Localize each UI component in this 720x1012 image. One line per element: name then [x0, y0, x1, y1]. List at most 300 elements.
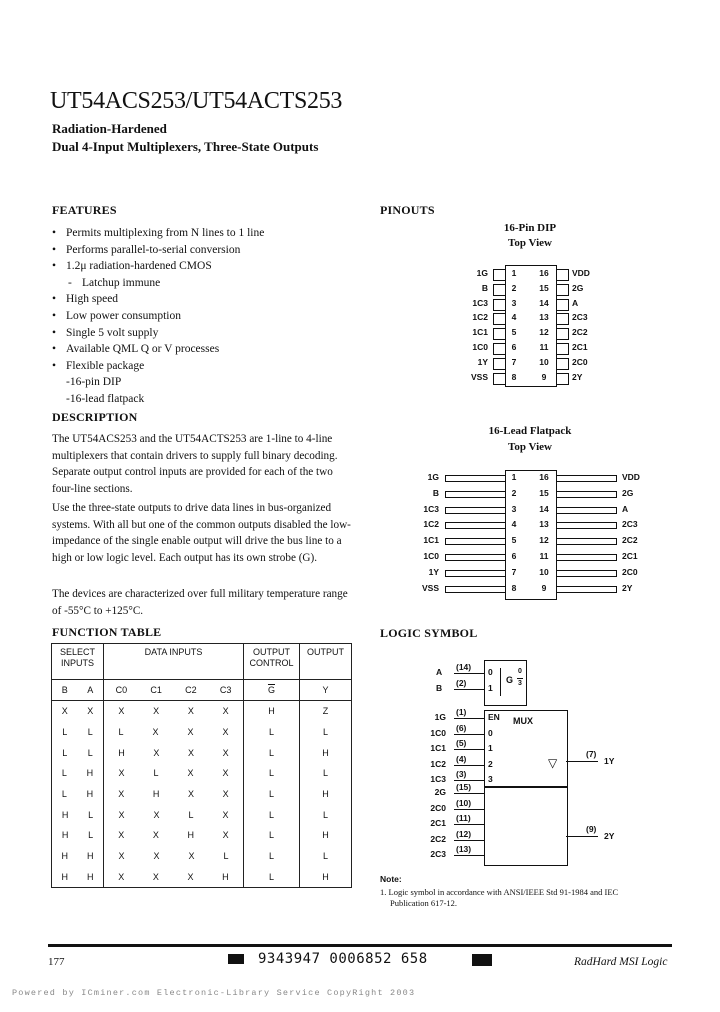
table-cell: L: [62, 727, 68, 737]
pin-number: 12: [539, 535, 549, 546]
mux1-input-label: 1C2: [430, 758, 446, 769]
flatpack-lead-left: [445, 491, 506, 498]
mux2-input-label: 2C0: [430, 802, 446, 813]
features-list: [52, 225, 352, 408]
table-cell-group: [104, 701, 243, 887]
mux2-input-line: [454, 824, 484, 825]
pin-label: B: [481, 282, 488, 293]
pin-number: 2: [511, 487, 517, 498]
pin-label: 2C0: [622, 566, 638, 577]
feature-item: • Flexible package: [52, 358, 352, 375]
mux1-input-line: [454, 765, 484, 766]
table-row: [104, 804, 243, 825]
header-output-control: OUTPUT CONTROL: [244, 644, 300, 680]
pin-label: 1Y: [428, 566, 439, 577]
flatpack-view: Top View: [508, 441, 552, 453]
pin-label: 2C1: [572, 342, 588, 352]
mux-section-2: [484, 786, 568, 866]
table-cell: X: [222, 727, 229, 737]
pin-label: 2C3: [622, 519, 638, 530]
feature-item: • High speed: [52, 291, 352, 308]
pin-number: 6: [511, 551, 517, 561]
table-cell: H: [322, 747, 329, 758]
output-1y-label: 1Y: [604, 756, 615, 766]
table-row: [300, 804, 351, 825]
header-select-inputs: SELECT INPUTS: [52, 644, 104, 680]
pin-number: 1: [511, 268, 517, 278]
logic-symbol-heading: LOGIC SYMBOL: [380, 626, 478, 640]
pin-label: VDD: [572, 268, 590, 278]
dip-pin-right: [556, 373, 569, 385]
table-cell: L: [268, 768, 274, 779]
pin-label: 2G: [572, 282, 584, 293]
pin-label: 1C1: [423, 535, 439, 546]
col-header-c2: C2: [185, 685, 197, 695]
barcode-block-left: [228, 954, 244, 964]
output-2y-line: [566, 836, 598, 837]
dip-pin-left: [493, 269, 506, 281]
pin-number: 4: [511, 312, 517, 323]
table-row: [300, 763, 351, 784]
mux2-input-label: 2C2: [430, 833, 446, 844]
header-data-inputs: DATA INPUTS: [104, 644, 244, 680]
table-cell: L: [268, 727, 274, 737]
table-row: [300, 825, 351, 846]
table-row: [104, 722, 243, 743]
table-cell: X: [118, 706, 125, 717]
select-input-index: 1: [488, 683, 493, 693]
pin-number: 15: [539, 487, 549, 498]
table-row: [244, 701, 299, 722]
pin-number: 9: [541, 582, 547, 593]
table-cell: X: [118, 789, 125, 800]
table-cell: X: [87, 706, 94, 717]
pin-number: 14: [539, 297, 549, 308]
table-cell: L: [88, 809, 94, 820]
table-cell: L: [268, 830, 274, 841]
feature-item: • Single 5 volt supply: [52, 325, 352, 342]
table-row: [300, 701, 351, 722]
col-header-c3: C3: [219, 685, 232, 695]
table-cell: X: [118, 871, 125, 882]
three-state-output-icon: ▽: [548, 756, 558, 770]
pin-label: 1C1: [472, 327, 488, 338]
table-cell: X: [222, 706, 229, 717]
pin-number: 8: [511, 371, 517, 382]
dip-pin-left: [493, 328, 506, 340]
table-cell: X: [188, 747, 195, 758]
table-cell: L: [62, 747, 68, 758]
mux1-input-line: [454, 780, 484, 781]
col-header-y: Y: [322, 685, 329, 695]
flatpack-lead-right: [556, 522, 617, 529]
pin-label: 1C3: [423, 503, 439, 514]
flatpack-lead-left: [445, 538, 506, 545]
pin-label: A: [622, 503, 629, 514]
pin-label: 1C2: [423, 519, 439, 530]
flatpack-lead-right: [556, 475, 617, 482]
dip-pin-right: [556, 284, 569, 296]
table-row: [104, 742, 243, 763]
function-table: [51, 643, 352, 888]
table-cell: L: [322, 768, 328, 779]
description-paragraph-2: Use the three-state outputs to drive data lines in bus-organized systems. With all but one of the common outputs disabled the low-impedance of the single enable output will drive the bus line to a high or low logic level. Each output has its own strobe (G).: [52, 502, 351, 564]
table-row: [104, 763, 243, 784]
mux2-input-pin: (10): [456, 797, 472, 808]
feature-item: • Permits multiplexing from N lines to 1 line: [52, 225, 352, 242]
barcode-block-right: [472, 954, 492, 966]
dip-pin-left: [493, 284, 506, 296]
pin-number: 11: [539, 342, 549, 352]
table-cell: H: [61, 871, 68, 882]
header-output: OUTPUT: [300, 644, 352, 680]
mux1-input-pin: (1): [456, 707, 467, 717]
feature-item: • 1.2μ radiation-hardened CMOS: [52, 258, 352, 275]
table-row: [52, 763, 103, 784]
table-cell: X: [118, 830, 125, 841]
barcode-text: 9343947 0006852 658: [258, 951, 428, 967]
select-input-label: A: [436, 667, 443, 677]
pin-label: VDD: [622, 472, 640, 482]
feature-sub-item: - Latchup immune: [52, 275, 352, 292]
mux2-input-line: [454, 793, 484, 794]
mux1-input-function: 0: [488, 727, 493, 738]
page-number: 177: [48, 956, 65, 968]
pin-number: 8: [511, 582, 517, 593]
data-inputs-column: [104, 701, 244, 888]
flatpack-lead-left: [445, 586, 506, 593]
output-2y-label: 2Y: [604, 831, 615, 841]
flatpack-lead-right: [556, 507, 617, 514]
pin-number: 10: [539, 356, 549, 367]
output-column: [300, 701, 352, 888]
table-cell: L: [268, 747, 274, 758]
pin-label: 2Y: [622, 582, 633, 593]
flatpack-lead-right: [556, 538, 617, 545]
table-row: [104, 846, 243, 867]
table-cell: H: [322, 789, 329, 800]
pin-label: 1C0: [423, 551, 439, 561]
pin-label: 1C3: [472, 297, 488, 308]
table-cell: X: [222, 789, 229, 800]
table-cell: Z: [322, 706, 329, 717]
pin-number: 4: [511, 519, 517, 530]
table-cell: X: [222, 830, 229, 841]
output-control-column: [244, 701, 300, 888]
note-title: Note:: [380, 874, 402, 884]
dip-pin-left: [493, 343, 506, 355]
table-cell: H: [61, 809, 69, 820]
table-row: [244, 825, 299, 846]
pin-label: 2C2: [622, 535, 638, 546]
mux2-input-line: [454, 840, 484, 841]
select-input-pin: (14): [456, 662, 472, 672]
table-row: [300, 846, 351, 867]
col-header-b: B: [61, 685, 68, 695]
pin-number: 7: [511, 566, 517, 577]
footer-rule: [48, 944, 672, 947]
flatpack-lead-right: [556, 570, 617, 577]
mux2-input-label: 2C3: [430, 849, 446, 859]
mux2-input-pin: (15): [456, 782, 472, 792]
table-cell: H: [87, 851, 94, 862]
pin-number: 13: [539, 312, 549, 323]
table-cell: X: [187, 768, 194, 779]
dip-pin-left: [493, 299, 506, 311]
table-cell: X: [188, 789, 195, 800]
mux1-input-pin: (5): [456, 738, 467, 748]
table-cell: X: [187, 727, 194, 737]
output-1y-line: [566, 761, 598, 762]
table-cell: H: [86, 789, 94, 800]
brand-footer: RadHard MSI Logic: [574, 956, 668, 968]
flatpack-lead-right: [556, 491, 617, 498]
pin-label: 2G: [622, 487, 634, 498]
table-row: [244, 763, 299, 784]
table-cell: H: [61, 830, 69, 841]
table-cell: L: [268, 789, 274, 800]
mux2-input-label: 2G: [434, 787, 446, 797]
g-fraction-top: 0: [518, 668, 522, 675]
flatpack-lead-right: [556, 554, 617, 561]
mux1-input-function: EN: [488, 712, 500, 722]
table-cell: X: [222, 768, 229, 779]
mux2-input-pin: (12): [456, 828, 472, 839]
table-cell: L: [118, 727, 124, 737]
table-cell: X: [153, 851, 160, 862]
table-cell: L: [268, 851, 274, 862]
table-cell: X: [118, 851, 125, 862]
table-cell: X: [152, 871, 159, 882]
table-cell: H: [87, 871, 94, 882]
description-paragraph-1: The UT54ACS253 and the UT54ACTS253 are 1-line to 4-line multiplexers that contain drivers to supply full binary decoding. Separate output control inputs are provided for each of the two four-line sections.: [52, 433, 338, 495]
feature-item: • Low power consumption: [52, 308, 352, 325]
note-1: 1. Logic symbol in accordance with ANSI/IEEE Std 91-1984 and IEC: [380, 887, 619, 897]
table-row: [244, 722, 299, 743]
col-header-g: $\overline{G}$: [267, 685, 275, 695]
table-cell: L: [61, 768, 67, 779]
pinouts-heading: PINOUTS: [380, 203, 435, 217]
feature-item: • Performs parallel-to-serial conversion: [52, 242, 352, 259]
table-row: [52, 722, 103, 743]
table-cell: L: [61, 789, 67, 800]
table-cell: L: [153, 768, 159, 779]
table-cell: L: [322, 727, 328, 737]
mux2-input-pin: (11): [456, 813, 471, 823]
feature-sub-item: -16-lead flatpack: [66, 392, 145, 405]
table-cell: X: [187, 871, 194, 882]
table-row: [300, 784, 351, 805]
pin-label: 1C0: [472, 342, 488, 352]
flatpack-title: 16-Lead Flatpack: [488, 425, 572, 437]
select-input-pin: (2): [456, 678, 467, 688]
table-cell: H: [61, 851, 68, 862]
col-header-c1: C1: [150, 685, 162, 695]
feature-sub-item: -16-pin DIP: [66, 376, 122, 389]
table-cell: X: [152, 830, 159, 841]
flatpack-lead-left: [445, 554, 506, 561]
pin-number: 11: [539, 551, 549, 561]
dip-pin-right: [556, 343, 569, 355]
table-row: [52, 846, 103, 867]
select-input-line: [454, 673, 484, 674]
g-fraction-bottom: 3: [518, 680, 522, 687]
mux1-input-pin: (6): [456, 722, 467, 733]
col-header-a: A: [87, 685, 94, 695]
table-cell: H: [222, 871, 229, 882]
pin-label: 1Y: [477, 356, 488, 367]
table-row: [300, 866, 351, 887]
output-1y-pin: (7): [586, 749, 597, 759]
table-row: [104, 701, 243, 722]
mux1-input-pin: (4): [456, 753, 467, 764]
feature-item: • Available QML Q or V processes: [52, 341, 352, 358]
table-cell: X: [153, 706, 160, 717]
pin-label: 1G: [427, 472, 439, 482]
table-cell: L: [88, 830, 94, 841]
pin-label: 2C3: [572, 312, 588, 323]
table-cell: L: [188, 809, 194, 820]
mux1-input-label: 1C1: [430, 743, 446, 753]
dip-pin-right: [556, 313, 569, 325]
dip-pin-left: [493, 358, 506, 370]
function-table-group-header: [52, 644, 352, 680]
pin-number: 2: [511, 282, 517, 293]
pin-label: 2Y: [572, 371, 583, 382]
subtitle-radiation-hardened: Radiation-Hardened: [52, 121, 167, 136]
dip-pin-right: [556, 358, 569, 370]
mux2-input-pin: (13): [456, 844, 472, 854]
function-table-column-header: [52, 680, 352, 701]
mux1-input-label: 1C3: [430, 774, 446, 784]
pin-number: 5: [511, 327, 517, 338]
table-row: [300, 722, 351, 743]
table-cell: H: [118, 747, 125, 758]
mux1-input-pin: (3): [456, 769, 467, 779]
pin-number: 13: [539, 519, 549, 530]
flatpack-lead-right: [556, 586, 617, 593]
g-brace: [500, 668, 502, 696]
pin-label: 2C1: [622, 551, 638, 561]
table-cell: H: [322, 830, 329, 841]
mux1-input-function: 3: [488, 774, 493, 784]
flatpack-lead-left: [445, 475, 506, 482]
description-paragraph-3: The devices are characterized over full military temperature range of -55°C to +125°C.: [52, 588, 348, 617]
mux2-input-line: [454, 809, 484, 810]
table-cell: X: [153, 747, 160, 758]
table-row: [244, 846, 299, 867]
flatpack-lead-left: [445, 522, 506, 529]
g-label: G: [506, 675, 514, 685]
mux1-input-line: [454, 749, 484, 750]
table-row: [104, 866, 243, 887]
table-row: [104, 784, 243, 805]
dip-title: 16-Pin DIP: [503, 222, 557, 234]
scan-notice: Powered by ICminer.com Electronic-Library Service CopyRight 2003: [12, 988, 416, 998]
pin-label: VSS: [421, 582, 439, 593]
pin-label: A: [572, 297, 579, 308]
pin-number: 6: [511, 342, 517, 352]
table-cell: X: [222, 809, 229, 820]
mux1-input-label: 1C0: [430, 727, 446, 738]
select-input-index: 0: [488, 667, 493, 677]
pin-number: 10: [539, 566, 549, 577]
dip-pin-right: [556, 328, 569, 340]
table-row: [52, 701, 103, 722]
pin-number: 3: [511, 297, 517, 308]
table-cell: H: [152, 789, 160, 800]
table-cell-group: [52, 701, 103, 887]
select-input-label: B: [436, 683, 443, 693]
table-cell-group: [244, 701, 299, 887]
mux1-input-function: 2: [488, 758, 493, 769]
mux1-input-line: [454, 734, 484, 735]
dip-pin-left: [493, 373, 506, 385]
dip-pin-left: [493, 313, 506, 325]
table-row: [52, 825, 103, 846]
table-cell: L: [322, 809, 328, 820]
features-heading: FEATURES: [52, 203, 117, 217]
table-row: [52, 784, 103, 805]
pin-number: 5: [511, 535, 517, 546]
pin-number: 9: [541, 371, 547, 382]
table-cell: H: [322, 871, 329, 882]
note-1-continued: Publication 617-12.: [390, 898, 458, 908]
table-cell: L: [322, 851, 328, 862]
table-cell: L: [268, 871, 274, 882]
dip-view: Top View: [508, 237, 552, 249]
table-cell: H: [86, 768, 94, 779]
table-cell: L: [87, 747, 93, 758]
pin-number: 3: [511, 503, 517, 514]
mux2-input-line: [454, 855, 484, 856]
pin-number: 15: [539, 282, 549, 293]
table-cell: X: [187, 706, 194, 717]
col-header-c0: C0: [115, 685, 128, 695]
table-cell: H: [187, 830, 195, 841]
table-cell: X: [118, 809, 125, 820]
subtitle-device-description: Dual 4-Input Multiplexers, Three-State Outputs: [52, 139, 319, 154]
document-title: UT54ACS253/UT54ACTS253: [50, 88, 343, 114]
table-cell: L: [268, 809, 274, 820]
pin-label: VSS: [470, 371, 488, 382]
table-cell: X: [188, 851, 195, 862]
table-row: [52, 742, 103, 763]
pin-label: 1C2: [472, 312, 488, 323]
function-table-body: [52, 701, 352, 888]
dip-pin-right: [556, 299, 569, 311]
output-2y-pin: (9): [586, 824, 597, 834]
table-cell: H: [268, 706, 275, 717]
pin-number: 12: [539, 327, 549, 338]
flatpack-lead-left: [445, 570, 506, 577]
pin-label: B: [432, 487, 439, 498]
table-row: [244, 742, 299, 763]
mux1-input-line: [454, 718, 484, 719]
pin-label: 1G: [476, 268, 488, 278]
description-heading: DESCRIPTION: [52, 410, 138, 424]
pin-number: 14: [539, 503, 549, 514]
select-inputs-column: [52, 701, 104, 888]
pin-number: 1: [511, 472, 517, 482]
g-fraction-line: [517, 678, 523, 679]
function-table-heading: FUNCTION TABLE: [52, 625, 162, 639]
table-row: [104, 825, 243, 846]
pin-label: 2C0: [572, 356, 588, 367]
table-row: [244, 866, 299, 887]
mux-label: MUX: [513, 716, 533, 726]
table-cell: X: [61, 706, 68, 717]
